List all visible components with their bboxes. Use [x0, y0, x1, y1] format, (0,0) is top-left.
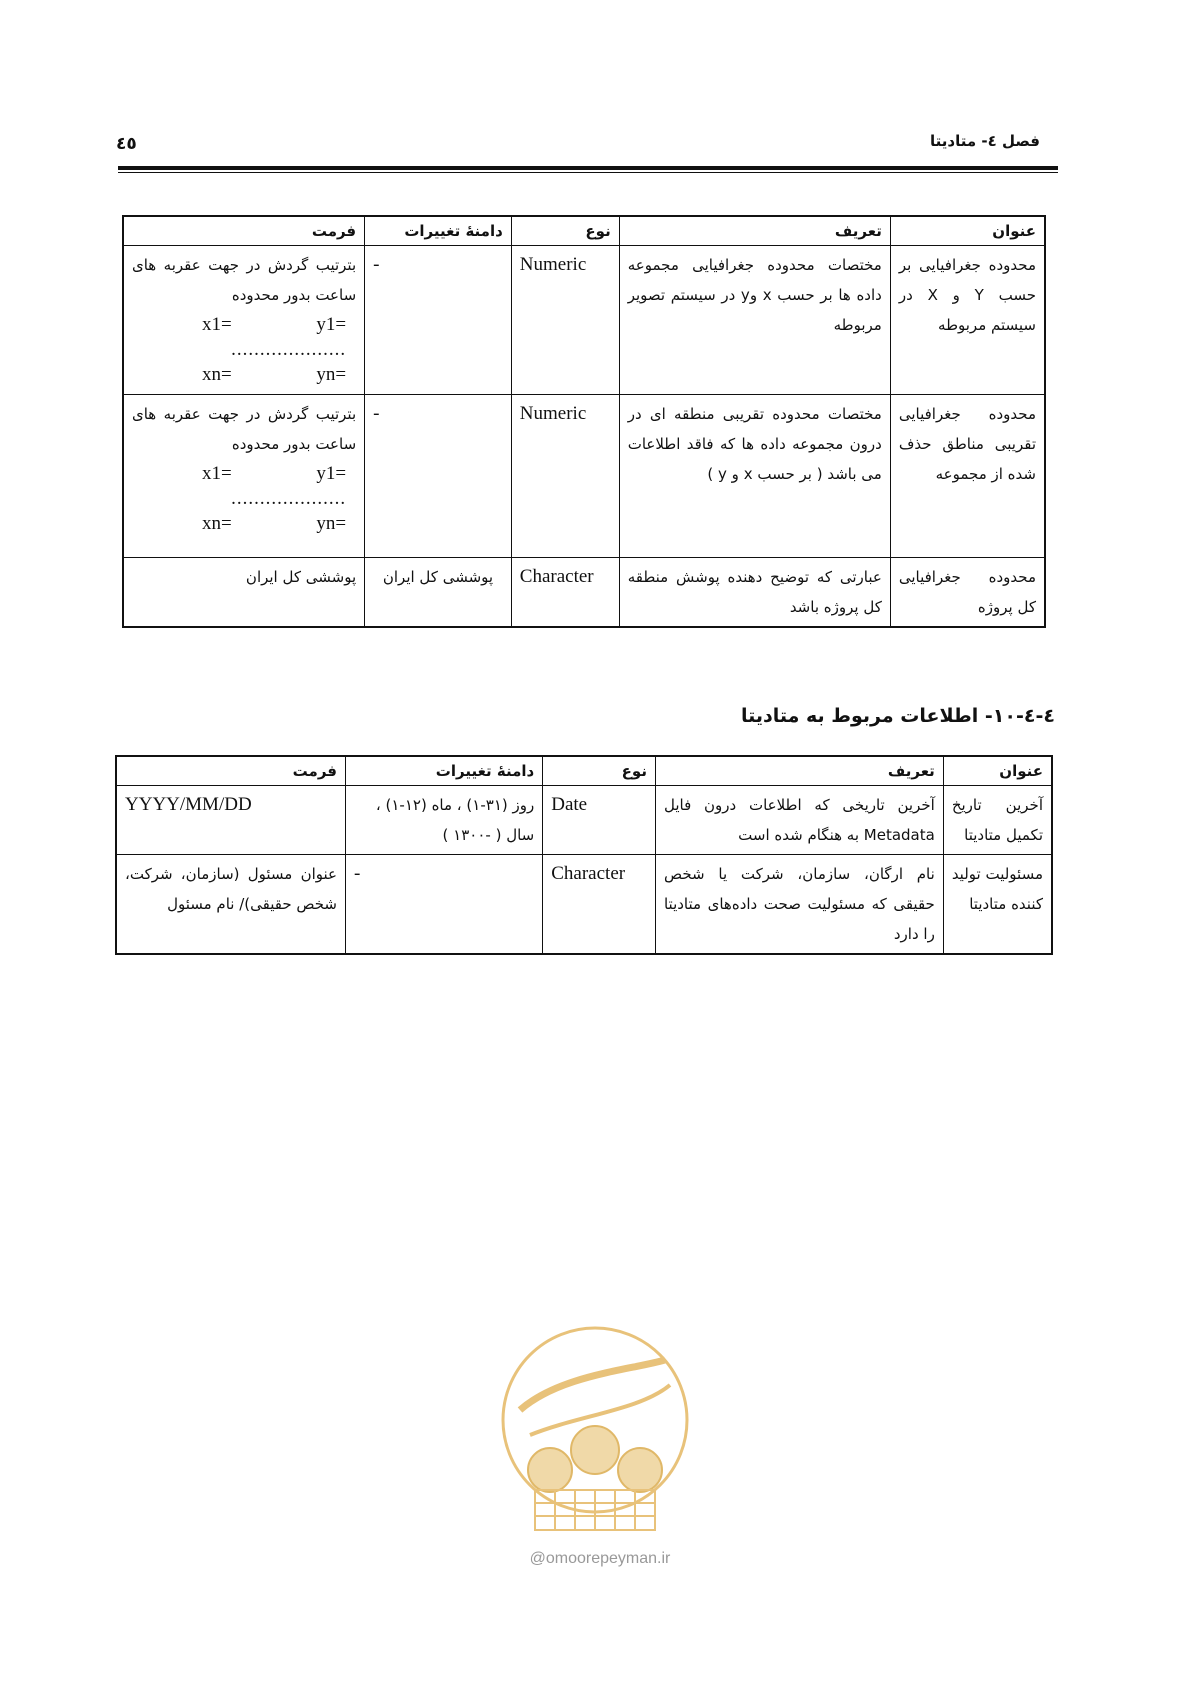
header-title: عنوان — [943, 756, 1052, 786]
header-definition: تعریف — [655, 756, 943, 786]
format-text: بترتیب گردش در جهت عقربه های ساعت بدور محدوده — [132, 256, 357, 304]
cell-range: پوششی کل ایران — [365, 558, 512, 628]
cell-format — [123, 395, 365, 558]
cell-range: - — [365, 395, 512, 558]
cell-format: عنوان مسئول (سازمان، شرکت، شخص حقیقی)/ نام مسئول — [116, 855, 346, 955]
table-header-row — [116, 756, 1052, 786]
header-range: دامنهٔ تغییرات — [365, 216, 512, 246]
cell-definition: مختصات محدوده تقریبی منطقه ای در درون مجموعه داده ها که فاقد اطلاعات می باشد ( بر حسب x و y ) — [619, 395, 890, 558]
cell-range: روز (٣١-١) ، ماه (١٢-١) ، سال ( -١٣٠٠ ) — [346, 786, 543, 855]
xn-label: xn= — [202, 513, 232, 534]
omoorepeyman-logo-icon — [490, 1315, 700, 1545]
y1-label: y1= — [316, 314, 347, 335]
header-title: عنوان — [890, 216, 1045, 246]
yn-label: yn= — [316, 513, 347, 534]
table-row — [116, 786, 1052, 855]
cell-range: - — [365, 246, 512, 395]
section-heading: ٤-٤-١٠- اطلاعات مربوط به متادیتا — [740, 705, 1055, 727]
header-range: دامنهٔ تغییرات — [346, 756, 543, 786]
cell-title: محدوده جغرافیایی کل پروژه — [890, 558, 1045, 628]
coordinate-block — [132, 310, 356, 390]
cell-definition: آخرین تاریخی که اطلاعات درون فایل Metadata به هنگام شده است — [655, 786, 943, 855]
dots-separator: .................... — [231, 339, 347, 360]
table-row — [123, 395, 1045, 558]
header-rule-thin — [118, 172, 1058, 173]
y1-label: y1= — [316, 463, 347, 484]
cell-title: آخرین تاریخ تکمیل متادیتا — [943, 786, 1052, 855]
x1-label: x1= — [202, 314, 232, 335]
page-number: ٤٥ — [116, 134, 137, 154]
yn-label: yn= — [316, 364, 347, 385]
cell-definition: عبارتی که توضیح دهنده پوشش منطقه کل پروژه باشد — [619, 558, 890, 628]
cell-type: Date — [543, 786, 656, 855]
cell-format — [123, 246, 365, 395]
table-header-row — [123, 216, 1045, 246]
coordinate-block — [132, 459, 356, 539]
xn-label: xn= — [202, 364, 232, 385]
metadata-info-table — [115, 755, 1053, 955]
watermark-url: @omoorepeyman.ir — [529, 1550, 671, 1567]
cell-type: Character — [511, 558, 619, 628]
geographic-extent-table — [122, 215, 1046, 628]
header-type: نوع — [511, 216, 619, 246]
table-row — [116, 855, 1052, 955]
table-row — [123, 246, 1045, 395]
format-text: بترتیب گردش در جهت عقربه های ساعت بدور محدوده — [132, 405, 357, 453]
header-definition: تعریف — [619, 216, 890, 246]
cell-title: مسئولیت تولید کننده متادیتا — [943, 855, 1052, 955]
cell-title: محدوده جغرافیایی بر حسب Y و X در سیستم مربوطه — [890, 246, 1045, 395]
table-row — [123, 558, 1045, 628]
cell-definition: نام ارگان، سازمان، شرکت یا شخص حقیقی که مسئولیت صحت داده‌های متادیتا را دارد — [655, 855, 943, 955]
cell-definition: مختصات محدوده جغرافیایی مجموعه داده ها بر حسب x وy در سیستم تصویر مربوطه — [619, 246, 890, 395]
cell-title: محدوده جغرافیایی تقریبی مناطق حذف شده از مجموعه — [890, 395, 1045, 558]
cell-type: Numeric — [511, 246, 619, 395]
header-rule — [118, 166, 1058, 170]
header-format: فرمت — [123, 216, 365, 246]
dots-separator: .................... — [231, 488, 347, 509]
cell-format: YYYY/MM/DD — [116, 786, 346, 855]
header-format: فرمت — [116, 756, 346, 786]
cell-range: - — [346, 855, 543, 955]
cell-type: Character — [543, 855, 656, 955]
cell-type: Numeric — [511, 395, 619, 558]
x1-label: x1= — [202, 463, 232, 484]
header-type: نوع — [543, 756, 656, 786]
chapter-title: فصل ٤- متادیتا — [930, 132, 1040, 150]
cell-format: پوششی کل ایران — [123, 558, 365, 628]
